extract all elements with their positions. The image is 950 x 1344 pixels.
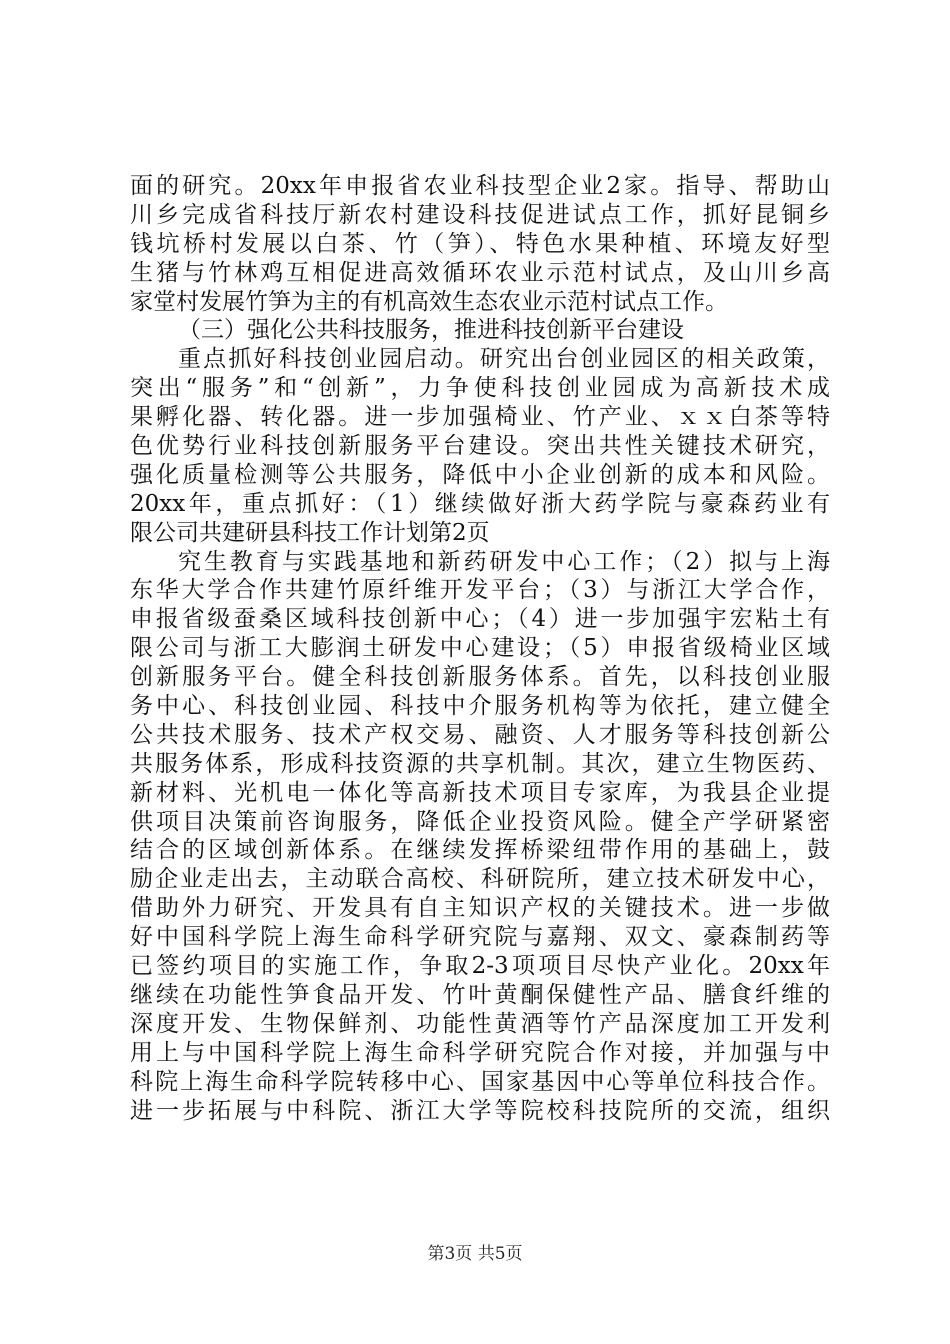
text-line: 借助外力研究、开发具有自主知识产权的关键技术。进一步做	[130, 895, 830, 922]
text-line: 新材料、光机电一体化等高新技术项目专家库，为我县企业提	[130, 779, 830, 806]
text-line: 川乡完成省科技厅新农村建设科技促进试点工作，抓好昆铜乡	[130, 201, 830, 228]
section-heading: （三）强化公共科技服务，推进科技创新平台建设	[178, 317, 684, 344]
text-line: 重点抓好科技创业园启动。研究出台创业园区的相关政策，	[178, 346, 830, 373]
text-line: 继续在功能性笋食品开发、竹叶黄酮保健性产品、膳食纤维的	[130, 981, 830, 1008]
text-line: 深度开发、生物保鲜剂、功能性黄酒等竹产品深度加工开发利	[130, 1010, 830, 1037]
text-line: 用上与中国科学院上海生命科学研究院合作对接，并加强与中	[130, 1039, 830, 1066]
text-line: 已签约项目的实施工作，争取2-3项项目尽快产业化。20xx年	[130, 953, 830, 980]
text-line: 钱坑桥村发展以白茶、竹（笋）、特色水果种植、环境友好型	[130, 230, 830, 257]
text-line: 科院上海生命科学院转移中心、国家基因中心等单位科技合作。	[130, 1068, 830, 1095]
text-line: 果孵化器、转化器。进一步加强椅业、竹产业、ｘｘ白茶等特	[130, 404, 830, 431]
text-line: 供项目决策前咨询服务，降低企业投资风险。健全产学研紧密	[130, 808, 830, 835]
page-footer	[0, 1244, 950, 1264]
page-number-label: 第3页 共5页	[427, 1244, 523, 1264]
text-line: 励企业走出去，主动联合高校、科研院所，建立技术研发中心，	[130, 866, 830, 893]
text-line: 家堂村发展竹笋为主的有机高效生态农业示范村试点工作。	[130, 288, 728, 315]
text-line: 突出“服务”和“创新”，力争使科技创业园成为高新技术成	[130, 375, 830, 402]
text-line: 东华大学合作共建竹原纤维开发平台；（3）与浙江大学合作，	[130, 577, 830, 604]
text-line: 创新服务平台。健全科技创新服务体系。首先，以科技创业服	[130, 664, 830, 691]
text-line: 公共技术服务、技术产权交易、融资、人才服务等科技创新公	[130, 721, 830, 748]
text-line: 色优势行业科技创新服务平台建设。突出共性关键技术研究，	[130, 433, 830, 460]
text-line: 面的研究。20xx年申报省农业科技型企业2家。指导、帮助山	[130, 173, 830, 199]
text-line: 结合的区域创新体系。在继续发挥桥梁纽带作用的基础上，鼓	[130, 837, 830, 864]
text-line: 20xx年，重点抓好：（1）继续做好浙大药学院与豪森药业有	[130, 490, 830, 517]
text-line: 好中国科学院上海生命科学研究院与嘉翔、双文、豪森制药等	[130, 924, 830, 951]
text-line: 进一步拓展与中科院、浙江大学等院校科技院所的交流，组织	[130, 1097, 830, 1124]
text-line: 强化质量检测等公共服务，降低中小企业创新的成本和风险。	[130, 461, 830, 488]
text-line: 生猪与竹林鸡互相促进高效循环农业示范村试点，及山川乡高	[130, 259, 830, 286]
text-line: 限公司与浙工大膨润土研发中心建设；（5）申报省级椅业区域	[130, 635, 830, 662]
text-line: 共服务体系，形成科技资源的共享机制。其次，建立生物医药、	[130, 750, 830, 777]
text-line: 务中心、科技创业园、科技中介服务机构等为依托，建立健全	[130, 693, 830, 720]
text-line: 究生教育与实践基地和新药研发中心工作；（2）拟与上海	[178, 548, 830, 575]
text-line: 限公司共建研县科技工作计划第2页	[130, 519, 490, 546]
document-body	[130, 172, 830, 1125]
text-line: 申报省级蚕桑区域科技创新中心；（4）进一步加强宇宏粘土有	[130, 606, 830, 633]
